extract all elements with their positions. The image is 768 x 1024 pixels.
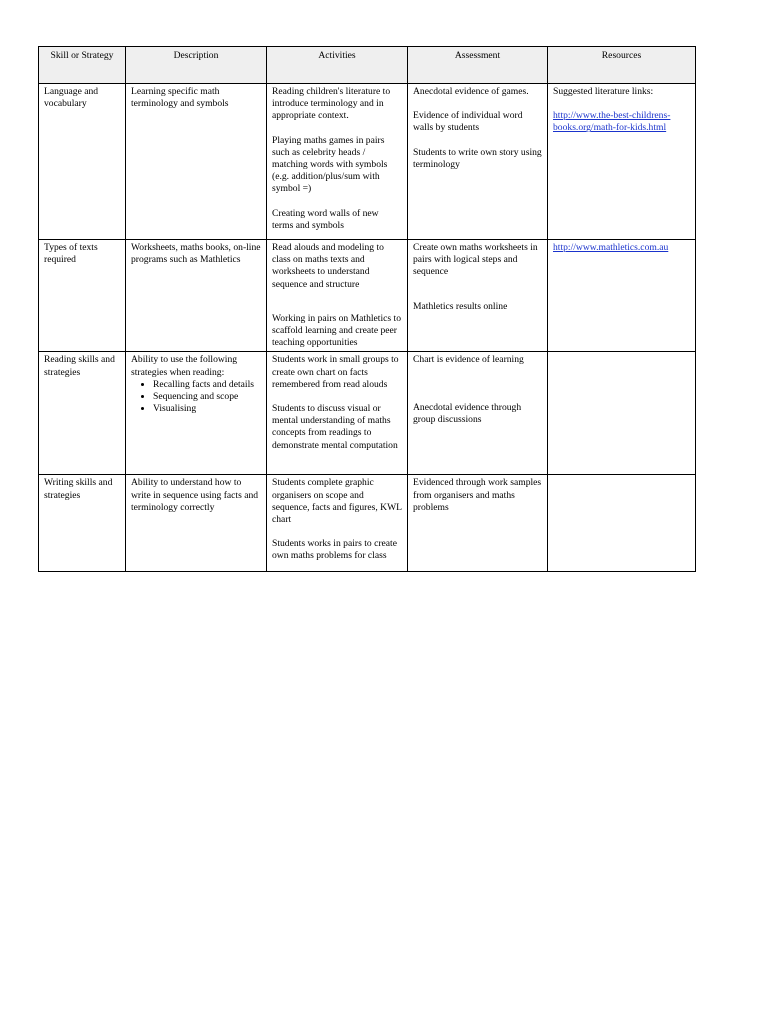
resources-cell <box>548 352 696 475</box>
activity-text: Students work in small groups to create own chart on facts remembered from read alouds <box>272 354 399 390</box>
assessment-text: Evidenced through work samples from organisers and maths problems <box>413 477 542 513</box>
activities-cell <box>267 84 408 240</box>
skill-cell: Language and vocabulary <box>39 84 126 240</box>
table-header-row <box>39 47 696 84</box>
list-item: • Sequencing and scope <box>153 391 261 403</box>
strategy-list <box>131 379 261 416</box>
activity-text: Creating word walls of new terms and symbols <box>272 207 379 231</box>
list-item: • Visualising <box>153 403 261 415</box>
assessment-cell <box>408 475 548 572</box>
assessment-text: Mathletics results online <box>413 300 508 312</box>
header-description: Description <box>126 47 267 84</box>
assessment-cell <box>408 84 548 240</box>
assessment-text: Anecdotal evidence of games. <box>413 86 529 97</box>
list-item: • Recalling facts and details <box>153 379 261 391</box>
document-page <box>38 46 696 572</box>
description-cell: Learning specific math terminology and symbols <box>126 84 267 240</box>
activity-text: Students to discuss visual or mental understanding of maths concepts from readings to demonstrate mental computation <box>272 403 398 451</box>
description-cell: Ability to understand how to write in sequence using facts and terminology correctly <box>126 475 267 572</box>
assessment-text: Create own maths worksheets in pairs with logical steps and sequence <box>413 242 538 278</box>
activity-text: Students complete graphic organisers on scope and sequence, facts and figures, KWL chart <box>272 477 402 526</box>
description-text: Ability to use the following strategies when reading: <box>131 354 238 378</box>
activity-text: Working in pairs on Mathletics to scaffold learning and create peer teaching opportunities <box>272 312 401 349</box>
activities-cell <box>267 352 408 475</box>
resources-cell <box>548 84 696 240</box>
description-cell <box>126 352 267 475</box>
activity-text: Playing maths games in pairs such as celebrity heads / matching words with symbols (e.g. addition/plus/sum with symbol =) <box>272 134 388 195</box>
header-resources: Resources <box>548 47 696 84</box>
assessment-text: Evidence of individual word walls by students <box>413 110 523 134</box>
resources-cell <box>548 240 696 352</box>
resources-text: Suggested literature links: <box>553 86 654 97</box>
resources-cell <box>548 475 696 572</box>
table-row <box>39 240 696 352</box>
literature-link[interactable]: http://www.the-best-childrens-books.org/math-for-kids.html <box>553 110 671 134</box>
activities-cell <box>267 475 408 572</box>
assessment-text: Chart is evidence of learning <box>413 354 524 366</box>
skill-cell: Reading skills and strategies <box>39 352 126 475</box>
mathletics-link[interactable]: http://www.mathletics.com.au <box>553 242 669 253</box>
table-row <box>39 475 696 572</box>
assessment-cell <box>408 240 548 352</box>
skill-cell: Writing skills and strategies <box>39 475 126 572</box>
header-assessment: Assessment <box>408 47 548 84</box>
assessment-text: Students to write own story using terminology <box>413 146 542 170</box>
assessment-text: Anecdotal evidence through group discussions <box>413 401 522 425</box>
activity-text: Students works in pairs to create own maths problems for class <box>272 538 397 562</box>
header-activities: Activities <box>267 47 408 84</box>
table-row <box>39 352 696 475</box>
skill-cell: Types of texts required <box>39 240 126 352</box>
activity-text: Reading children's literature to introduce terminology and in appropriate context. <box>272 86 391 122</box>
header-skill: Skill or Strategy <box>39 47 126 84</box>
table-row <box>39 84 696 240</box>
strategy-table <box>38 46 696 572</box>
assessment-cell <box>408 352 548 475</box>
description-cell: Worksheets, maths books, on-line programs such as Mathletics <box>126 240 267 352</box>
activities-cell <box>267 240 408 352</box>
activity-text: Read alouds and modeling to class on maths texts and worksheets to understand sequence and structure <box>272 242 384 290</box>
